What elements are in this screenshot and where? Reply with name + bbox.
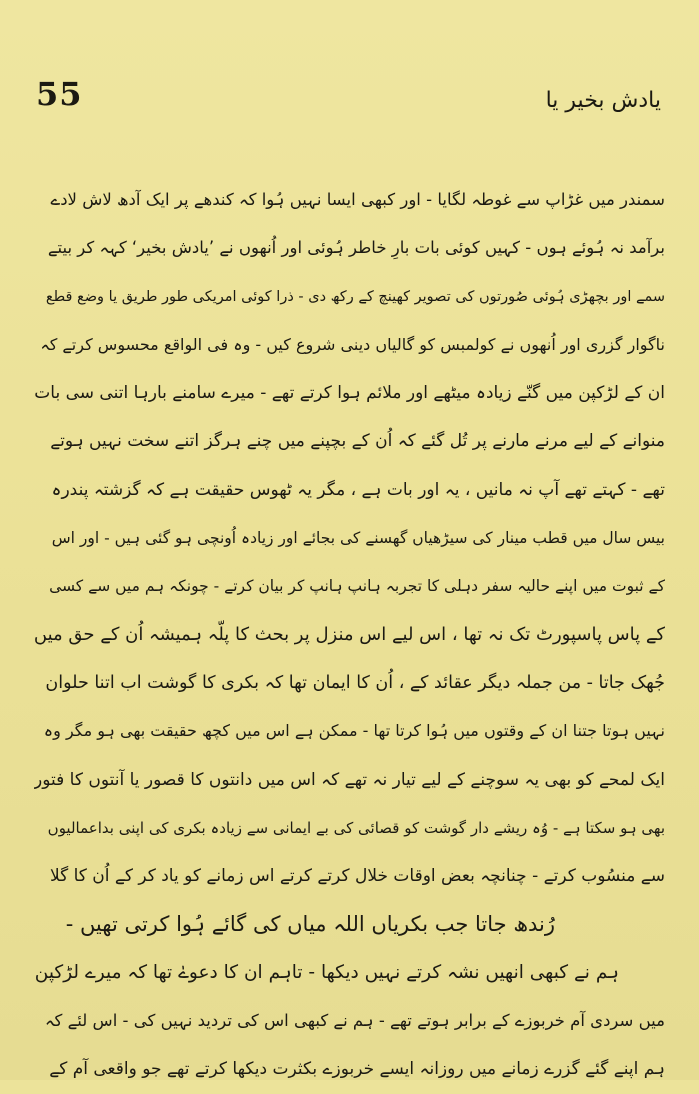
text-line: سے منسُوب کرتے - چنانچہ بعض اوقات خلال کرتے کرتے اس زمانے کو یاد کر کے اُن کا گلا: [49, 866, 665, 887]
text-line: ایک لمحے کو بھی یہ سوچنے کے لیے تیار نہ تھے کہ اس میں دانتوں کا قصور یا آنتوں کا فتور: [34, 769, 665, 790]
text-line: سمندر میں غڑاپ سے غوطہ لگایا - اور کبھی ایسا نہیں ہُوا کہ کندھے پر ایک آدھ لاش لادے: [50, 190, 665, 209]
page-header: [0, 75, 699, 118]
text-line: بھی ہو سکتا ہے - وُہ ریشے دار گوشت کو قصائی کی بے ایمانی سے زیادہ بکری کی اپنی بداعمالیوں: [47, 818, 665, 837]
text-line: ان کے لڑکپن میں گنّے زیادہ میٹھے اور ملائم ہوا کرتے تھے - میرے سامنے بارہا اتنی سی بات: [34, 383, 665, 404]
page-number: 55: [36, 75, 83, 113]
text-line: منوانے کے لیے مرنے مارنے پر تُل گئے کہ اُن کے بچپنے میں چنے ہرگز اتنے سخت نہیں ہوتے: [50, 431, 665, 452]
text-line: ہم نے کبھی انھیں نشہ کرتے نہیں دیکھا - تاہم ان کا دعوےٰ تھا کہ میرے لڑکپن: [34, 961, 619, 983]
text-line: رُندھ جاتا جب بکریاں اللہ میاں کی گائے ہُوا کرتی تھیں -: [65, 912, 555, 937]
text-line: میں سردی آم خربوزے کے برابر ہوتے تھے - ہم نے کبھی اس کی تردید نہیں کی - اس لئے کہ: [44, 1011, 665, 1031]
text-line: کے ثبوت میں اپنے حالیہ سفر دہلی کا تجربہ ہانپ ہانپ کر بیان کرتے - چونکہ ہم میں سے کسی: [49, 577, 665, 596]
text-line: بیس سال میں قطب مینار کی سیڑھیاں گھسنے کی بجائے اور زیادہ اُونچی ہو گئی ہیں - اور اس: [51, 529, 665, 548]
text-line: نہیں ہوتا جتنا ان کے وقتوں میں ہُوا کرتا تھا - ممکن ہے اس میں کچھ حقیقت بھی ہو مگر وہ: [43, 721, 665, 741]
text-line: برآمد نہ ہُوئے ہوں - کہیں کوئی بات بارِ خاطر ہُوئی اور اُنھوں نے ’یادش بخیر‘ کہہ کر بیتے: [47, 238, 665, 258]
text-line: تھے - کہتے تھے آپ نہ مانیں ، یہ اور بات ہے ، مگر یہ ٹھوس حقیقت ہے کہ گزشتہ پندرہ: [51, 479, 665, 500]
text-line: ناگوار گزری اور اُنھوں نے کولمبس کو گالیاں دینی شروع کیں - وہ فی الواقع محسوس کرتے کہ: [40, 334, 665, 354]
text-line: سمے اور بچھڑی ہُوئی صُورتوں کی تصویر کھینچ کے رکھ دی - ذرا کوئی امریکی طور طریق یا وضع قطع: [45, 288, 665, 305]
text-line: کے پاس پاسپورٹ تک نہ تھا ، اس لیے اس منزل پر بحث کا پلّہ ہمیشہ اُن کے حق میں: [34, 623, 665, 645]
text-line: ہم اپنے گئے گزرے زمانے میں روزانہ ایسے خربوزے بکثرت دیکھا کرتے تھے جو واقعی آم کے: [49, 1059, 665, 1080]
text-line: جُھک جاتا - من جملہ دیگر عقائد کے ، اُن کا ایمان تھا کہ بکری کا گوشت اب اتنا حلوان: [45, 672, 665, 693]
body-text: [34, 176, 665, 1094]
running-head: یادش بخیر یا: [545, 88, 661, 113]
